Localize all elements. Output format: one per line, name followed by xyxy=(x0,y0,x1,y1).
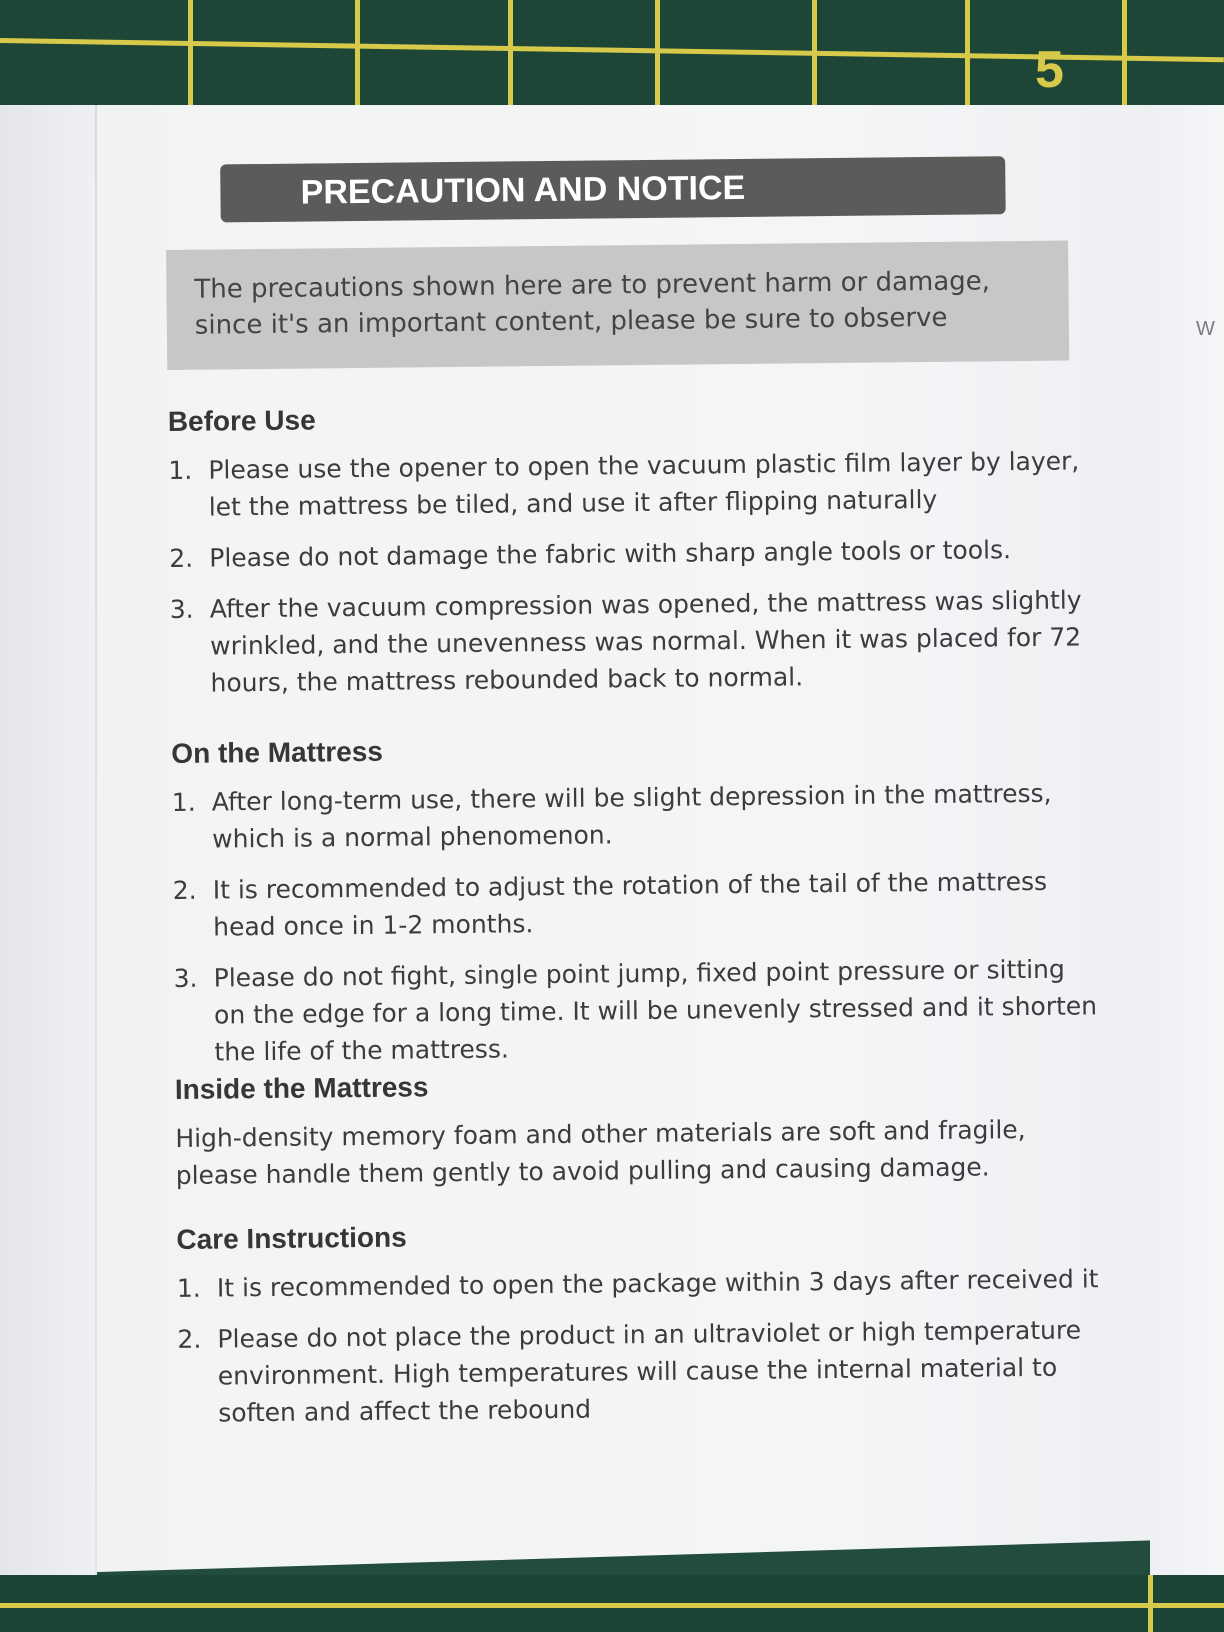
list-item xyxy=(177,1311,1108,1432)
item-text: It is recommended to adjust the rotation of the tail of the mattress head once in 1-2 months. xyxy=(212,866,1048,942)
list-item xyxy=(170,581,1101,702)
item-number: 2. xyxy=(172,875,197,905)
mat-grid-line xyxy=(655,0,660,110)
item-text: After long-term use, there will be slight depression in the mattress, which is a normal phenomenon. xyxy=(211,778,1052,854)
item-number: 1. xyxy=(176,1273,201,1303)
section-title: On the Mattress xyxy=(171,735,384,769)
item-text: After the vacuum compression was opened, the mattress was slightly wrinkled, and the unevenness was normal. When it was placed for 72 hours, the mattress rebounded back to normal. xyxy=(209,585,1082,698)
item-text: Please use the opener to open the vacuum plastic film layer by layer, let the mattress be tiled, and use it after flipping naturally xyxy=(208,446,1080,522)
item-number: 3. xyxy=(173,963,198,993)
item-number: 1. xyxy=(168,455,193,485)
edge-text: W xyxy=(1196,318,1215,340)
list-item xyxy=(172,774,1103,858)
item-text: It is recommended to open the package within 3 days after received it xyxy=(216,1264,1099,1303)
list-item xyxy=(177,1260,1107,1307)
list-item xyxy=(169,530,1099,577)
fold-crease xyxy=(95,105,97,1575)
mat-grid-line xyxy=(965,0,970,110)
mat-number: 5 xyxy=(1035,41,1064,99)
item-text: Please do not fight, single point jump, fixed point pressure or sitting on the edge for a long time. It will be unevenly stressed and it shorten the life of the mattress. xyxy=(213,954,1098,1067)
item-text: Please do not place the product in an ultraviolet or high temperature environment. High temperatures will cause the internal material to soften and affect the rebound xyxy=(217,1315,1082,1428)
mat-grid-line xyxy=(1148,1575,1153,1632)
section-title: Before Use xyxy=(167,404,316,437)
cutting-mat-bottom xyxy=(0,1575,1224,1632)
mat-grid-line xyxy=(508,0,513,110)
section-text: High-density memory foam and other materials are soft and fragile, please handle them gently to avoid pulling and causing damage. xyxy=(175,1115,1026,1190)
list-item xyxy=(173,950,1104,1071)
section-title: Inside the Mattress xyxy=(174,1071,429,1105)
list-item xyxy=(173,862,1104,946)
left-flap xyxy=(0,105,96,1575)
section-on-mattress xyxy=(171,728,1105,1085)
list-item xyxy=(168,442,1099,526)
item-number: 1. xyxy=(171,787,196,817)
intro-notice: The precautions shown here are to prevent harm or damage, since it's an important content, please be sure to observe xyxy=(166,241,1069,370)
page-title: PRECAUTION AND NOTICE xyxy=(220,156,1006,222)
mat-grid-line xyxy=(1122,0,1127,110)
section-inside-mattress xyxy=(175,1064,1106,1194)
section-before-use xyxy=(168,396,1101,716)
item-text: Please do not damage the fabric with sharp angle tools or tools. xyxy=(209,535,1012,573)
item-number: 2. xyxy=(177,1324,202,1354)
section-title: Care Instructions xyxy=(176,1221,407,1255)
mat-grid-line xyxy=(812,0,817,110)
section-care-instructions xyxy=(176,1214,1108,1446)
mat-grid-line xyxy=(188,0,193,110)
mat-grid-line xyxy=(355,0,360,110)
mat-grid-line xyxy=(0,1603,1224,1608)
item-number: 2. xyxy=(169,543,194,573)
item-number: 3. xyxy=(169,594,194,624)
